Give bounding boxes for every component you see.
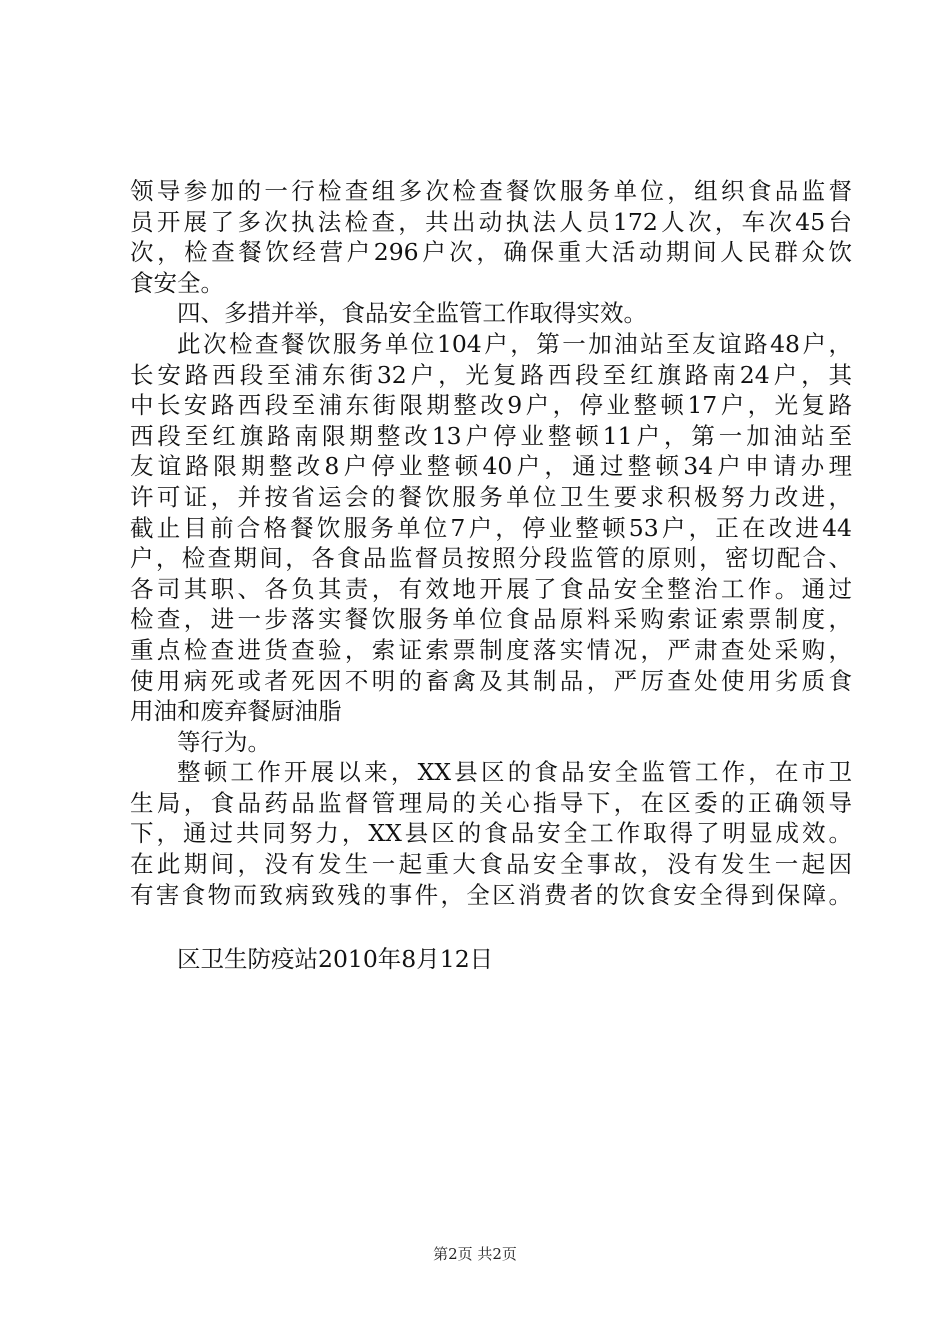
- signature-date: 区卫生防疫站2010年8月12日: [177, 945, 494, 974]
- text-line: 长安路西段至浦东街32户，光复路西段至红旗路南24户，其: [130, 360, 852, 389]
- text-line: 次，检查餐饮经营户296户次，确保重大活动期间人民群众饮: [130, 238, 852, 267]
- text-line: 员开展了多次执法检查，共出动执法人员172人次，车次45台: [130, 207, 852, 236]
- document-body: [130, 176, 852, 975]
- text-line: 户，检查期间，各食品监督员按照分段监管的原则，密切配合、: [130, 544, 852, 573]
- text-line: 检查，进一步落实餐饮服务单位食品原料采购索证索票制度，: [130, 605, 852, 634]
- text-line: 领导参加的一行检查组多次检查餐饮服务单位，组织食品监督: [130, 177, 852, 205]
- text-line: 有害食物而致病致残的事件，全区消费者的饮食安全得到保障。: [130, 880, 852, 909]
- section-heading: [130, 298, 852, 329]
- paragraph-1: [130, 176, 852, 298]
- text-line: 许可证，并按省运会的餐饮服务单位卫生要求积极努力改进，: [130, 482, 852, 511]
- paragraph-3: [130, 329, 852, 727]
- paragraph-5: [130, 757, 852, 910]
- text-line: 用油和废弃餐厨油脂: [130, 697, 342, 726]
- paragraph-4: [130, 727, 852, 758]
- text-line: 各司其职、各负其责，有效地开展了食品安全整治工作。通过: [130, 574, 852, 603]
- text-line: 四、多措并举，食品安全监管工作取得实效。: [177, 299, 647, 328]
- text-line: 整顿工作开展以来，XX县区的食品安全监管工作，在市卫: [177, 758, 852, 787]
- text-line: 下，通过共同努力，XX县区的食品安全工作取得了明显成效。: [130, 819, 852, 848]
- text-line: 食安全。: [130, 268, 224, 297]
- text-line: 西段至红旗路南限期整改13户停业整顿11户，第一加油站至: [130, 421, 852, 450]
- text-line: 重点检查进货查验，索证索票制度落实情况，严肃查处采购，: [130, 635, 852, 664]
- text-line: 使用病死或者死因不明的畜禽及其制品，严厉查处使用劣质食: [130, 666, 852, 695]
- text-line: 此次检查餐饮服务单位104户，第一加油站至友谊路48户，: [177, 329, 852, 358]
- spacer: [130, 910, 852, 944]
- text-line: 截止目前合格餐饮服务单位7户，停业整顿53户，正在改进44: [130, 513, 852, 542]
- text-line: 中长安路西段至浦东街限期整改9户，停业整顿17户，光复路: [130, 391, 852, 420]
- page-footer: 第2页 共2页: [433, 1245, 517, 1263]
- text-line: 友谊路限期整改8户停业整顿40户，通过整顿34户申请办理: [130, 452, 852, 481]
- text-line: 生局，食品药品监督管理局的关心指导下，在区委的正确领导: [130, 788, 852, 817]
- text-line: 在此期间，没有发生一起重大食品安全事故，没有发生一起因: [130, 850, 852, 879]
- text-line: 等行为。: [177, 727, 271, 756]
